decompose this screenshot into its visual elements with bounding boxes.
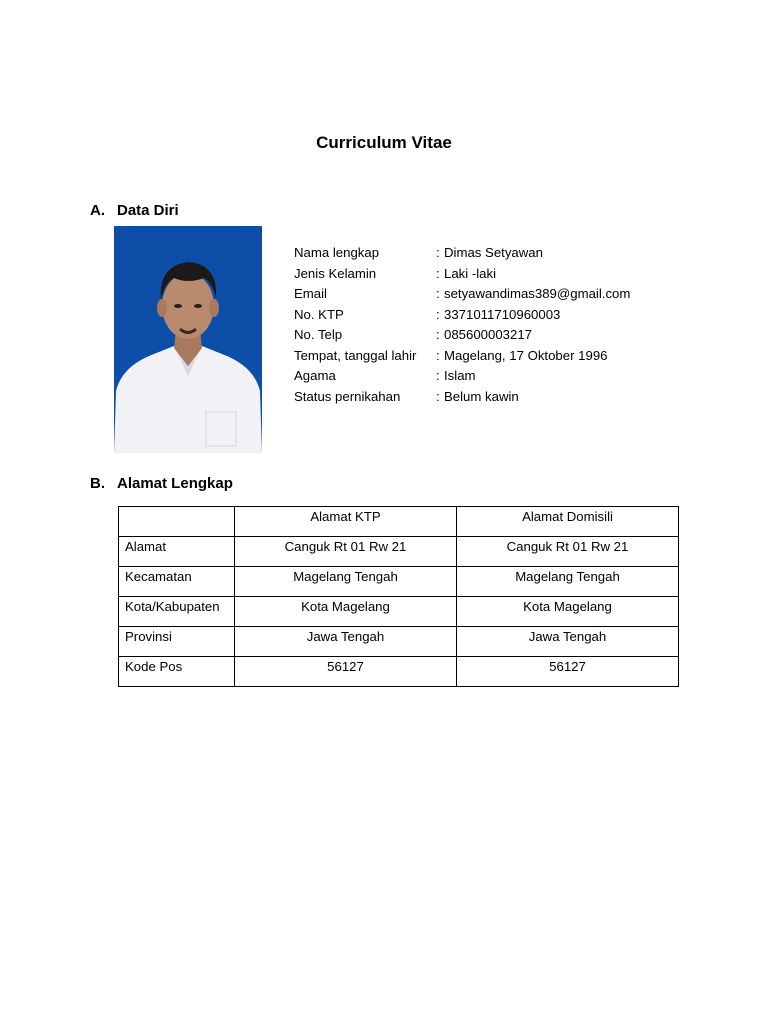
info-separator: :	[436, 368, 440, 383]
section-a-title: Data Diri	[117, 202, 179, 219]
table-header-cell	[119, 507, 235, 537]
info-label: Jenis Kelamin	[294, 265, 377, 281]
table-cell: Canguk Rt 01 Rw 21	[457, 537, 679, 567]
table-cell: Jawa Tengah	[235, 627, 457, 657]
info-separator: :	[436, 327, 440, 342]
section-b-heading	[90, 475, 233, 492]
info-separator: :	[436, 265, 440, 281]
section-b-letter: B.	[90, 475, 105, 492]
table-cell: Magelang Tengah	[235, 567, 457, 597]
info-value: Magelang, 17 Oktober 1996	[444, 347, 608, 363]
table-cell: Kota/Kabupaten	[119, 597, 235, 627]
info-row-marital-status	[294, 387, 630, 408]
info-row-religion	[294, 366, 630, 387]
info-row-phone	[294, 325, 630, 346]
table-row	[119, 657, 679, 687]
table-cell: Magelang Tengah	[457, 567, 679, 597]
table-cell: Canguk Rt 01 Rw 21	[235, 537, 457, 567]
table-cell: Kode Pos	[119, 657, 235, 687]
info-value: setyawandimas389@gmail.com	[444, 286, 631, 301]
info-separator: :	[436, 245, 440, 260]
table-cell: Kota Magelang	[457, 597, 679, 627]
section-a-letter: A.	[90, 202, 105, 219]
info-label: No. KTP	[294, 306, 344, 322]
info-value: 3371011710960003	[444, 306, 561, 322]
info-label: Email	[294, 286, 327, 301]
table-cell: Alamat	[119, 537, 235, 567]
info-row-birth	[294, 346, 630, 367]
table-cell: 56127	[457, 657, 679, 687]
info-value: Laki -laki	[444, 265, 497, 281]
info-separator: :	[436, 347, 440, 363]
info-label: Nama lengkap	[294, 245, 380, 260]
info-label: Tempat, tanggal lahir	[294, 347, 417, 363]
info-row-gender	[294, 264, 630, 285]
info-row-ktp	[294, 305, 630, 326]
info-separator: :	[436, 306, 440, 322]
personal-data-list	[294, 243, 630, 407]
info-label: Status pernikahan	[294, 388, 401, 404]
info-separator: :	[436, 286, 440, 301]
table-cell: Kecamatan	[119, 567, 235, 597]
table-row	[119, 567, 679, 597]
profile-photo-illustration	[114, 226, 262, 453]
table-cell: Kota Magelang	[235, 597, 457, 627]
info-value: Dimas Setyawan	[444, 245, 543, 260]
address-table	[118, 506, 679, 687]
table-row	[119, 627, 679, 657]
table-header-cell: Alamat KTP	[235, 507, 457, 537]
info-value: Belum kawin	[444, 388, 519, 404]
table-cell: Provinsi	[119, 627, 235, 657]
page-title: Curriculum Vitae	[316, 133, 452, 152]
section-a-heading	[90, 202, 179, 219]
profile-photo	[114, 226, 262, 453]
table-row	[119, 597, 679, 627]
info-separator: :	[436, 388, 440, 404]
table-header-cell: Alamat Domisili	[457, 507, 679, 537]
info-label: No. Telp	[294, 327, 343, 342]
table-row	[119, 537, 679, 567]
table-header-row	[119, 507, 679, 537]
info-row-full-name	[294, 243, 630, 264]
section-b-title: Alamat Lengkap	[117, 475, 233, 492]
table-cell: Jawa Tengah	[457, 627, 679, 657]
info-value: Islam	[444, 368, 476, 383]
info-row-email	[294, 284, 630, 305]
info-label: Agama	[294, 368, 336, 383]
info-value: 085600003217	[444, 327, 533, 342]
table-cell: 56127	[235, 657, 457, 687]
